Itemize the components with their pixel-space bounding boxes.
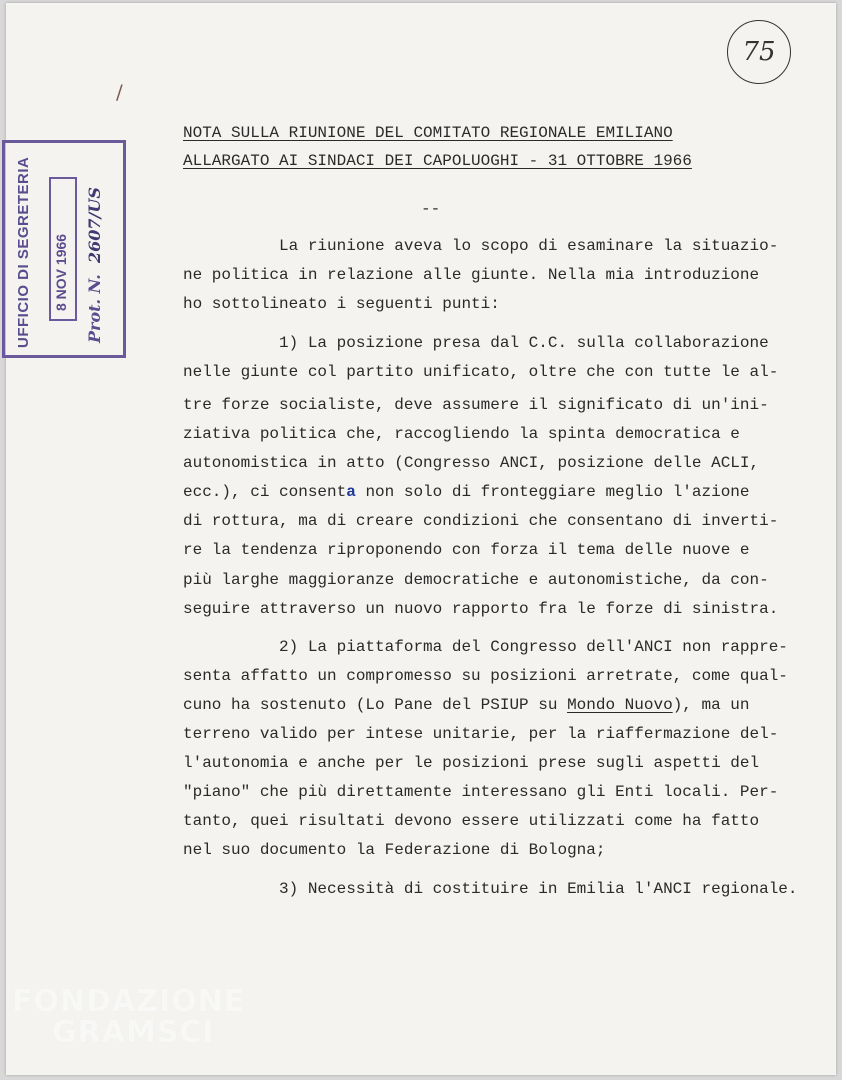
title-line-2: ALLARGATO AI SINDACI DEI CAPOLUOGHI - 31 OTTOBRE 1966 [183, 152, 692, 170]
body-line [183, 478, 750, 507]
pencil-mark: / [116, 80, 123, 104]
watermark-logo [12, 986, 245, 1048]
watermark-line-1: FONDAZIONE [12, 984, 246, 1019]
body-line: tanto, quei risultati devono essere utilizzati come ha fatto [183, 812, 760, 830]
body-text: non solo di fronteggiare meglio l'azione [355, 483, 750, 501]
underlined-title: Mondo Nuovo [567, 696, 673, 714]
stamp-prot-number: 2607/US [85, 187, 104, 263]
body-line: terreno valido per intese unitarie, per la riaffermazione del- [183, 725, 779, 743]
registry-stamp [2, 140, 126, 358]
body-line: senta affatto un compromesso su posizioni arretrate, come qual- [183, 667, 788, 685]
body-line: autonomistica in atto (Congresso ANCI, posizione delle ACLI, [183, 454, 760, 472]
body-line [183, 691, 750, 720]
stamp-prot-label: Prot. N. [85, 274, 104, 343]
body-line: tre forze socialiste, deve assumere il significato di un'ini- [183, 396, 769, 414]
body-line: 1) La posizione presa dal C.C. sulla collaborazione [183, 334, 769, 352]
body-line: "piano" che più direttamente interessano gli Enti locali. Per- [183, 783, 779, 801]
body-line: più larghe maggioranze democratiche e autonomistiche, da con- [183, 571, 769, 589]
body-line: seguire attraverso un nuovo rapporto fra le forze di sinistra. [183, 600, 779, 618]
body-line: l'autonomia e anche per le posizioni prese sugli aspetti del [183, 754, 760, 772]
body-line: ziativa politica che, raccogliendo la spinta democratica e [183, 425, 740, 443]
body-line: ne politica in relazione alle giunte. Nella mia introduzione [183, 266, 760, 284]
body-line: 2) La piattaforma del Congresso dell'ANCI non rappre- [183, 638, 788, 656]
stamp-office: UFFICIO DI SEGRETERIA [15, 156, 32, 348]
handwritten-correction: a [346, 483, 356, 501]
body-line: 3) Necessità di costituire in Emilia l'ANCI regionale. [183, 880, 798, 898]
body-line: nel suo documento la Federazione di Bologna; [183, 841, 606, 859]
body-line: ho sottolineato i seguenti punti: [183, 295, 500, 313]
body-line: di rottura, ma di creare condizioni che consentano di inverti- [183, 512, 779, 530]
page-number: 75 [742, 37, 776, 67]
body-text: ), ma un [672, 696, 750, 714]
body-text: cuno ha sostenuto (Lo Pane del PSIUP su [183, 696, 568, 714]
watermark-line-2: GRAMSCI [52, 1015, 215, 1050]
body-line: re la tendenza riproponendo con forza il tema delle nuove e [183, 541, 750, 559]
body-line: nelle giunte col partito unificato, oltre che con tutte le al- [183, 363, 779, 381]
separator: -- [421, 200, 441, 218]
title-line-1: NOTA SULLA RIUNIONE DEL COMITATO REGIONALE EMILIANO [183, 124, 673, 142]
stamp-date: 8 NOV 1966 [53, 233, 69, 311]
page-number-circle [727, 20, 791, 84]
body-line: La riunione aveva lo scopo di esaminare la situazio- [183, 237, 779, 255]
body-text: ecc.), ci consent [183, 483, 347, 501]
